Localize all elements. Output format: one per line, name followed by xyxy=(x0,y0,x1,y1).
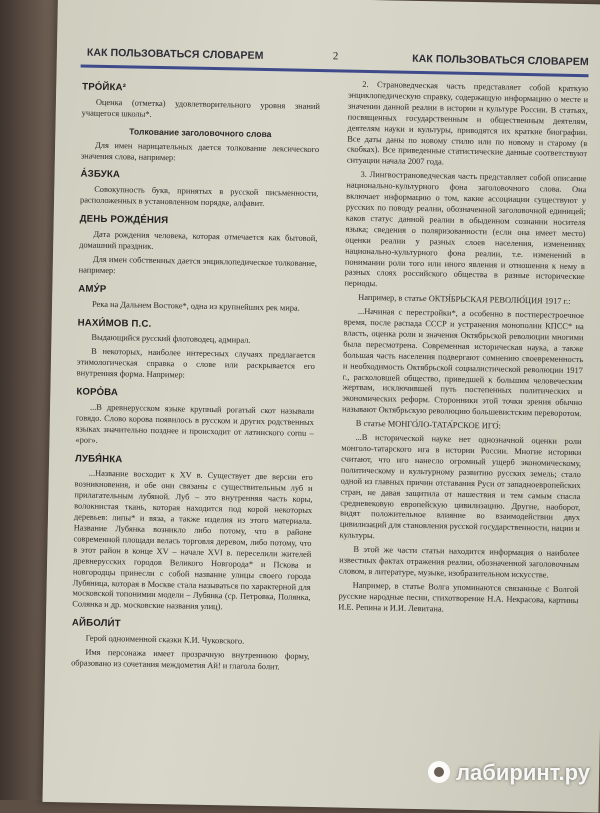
body-paragraph: Для имен нарицательных дается толкование лексического значения слова, например: xyxy=(80,140,320,162)
entry-headword: НАХИ́МОВ П.С. xyxy=(77,316,152,330)
body-paragraph: Например, в статье ОКТЯ́БРЬСКАЯ РЕВОЛЮ́ЦИЯ 1917 г.: xyxy=(358,293,571,307)
right-column xyxy=(338,80,588,621)
body-paragraph: Для имен собственных дается энциклопедическое толкование, например: xyxy=(78,254,317,275)
entry-headword: АМУ́Р xyxy=(78,283,107,295)
watermark-logo-icon xyxy=(428,761,450,783)
entry-headword: ДЕНЬ РОЖДЕ́НИЯ xyxy=(79,213,169,227)
body-paragraph: ...Название восходит к XV в. Существует две версии его возникновения, и обе они связаны с существительным луб и прилагательным лубяной. Луб – это внутренняя часть коры, волокнистая ткань, которая находится под корой некоторых деревьев: липы* и вяза, а также изделия из этого материала. Название Лубянка возникло либо потому, что в районе современной площади велась торговля деревом, либо потому, что в этот район в конце XV – начале XVI в. переселили жителей древнерусских городов Великого Новгорода* и Пскова и новгородцы принесли с собой название улицы своего города Лубяница, которая в Москве стала называться по характерной для московской топонимии модели – Лубянка (ср. Петровка, Полянка, Солянка и др. московские названия улиц). xyxy=(72,469,313,612)
header-right-title: КАК ПОЛЬЗОВАТЬСЯ СЛОВАРЕМ xyxy=(412,52,589,69)
page-number: 2 xyxy=(332,50,339,63)
body-paragraph: В этой же части статьи находится информация о наиболее известных фактах отражения реалии, обозначенной заголовочным словом, в литературе, музыке, изобразительном искусстве. xyxy=(338,544,580,580)
body-paragraph: Выдающийся русский флотоводец, адмирал. xyxy=(91,333,251,346)
header-left-title: КАК ПОЛЬЗОВАТЬСЯ СЛОВАРЕМ xyxy=(86,46,264,62)
entry-headword: АЙБОЛИ́Т xyxy=(71,617,121,630)
body-paragraph: В статье МОНГО́ЛО-ТАТА́РСКОЕ ИГО́: xyxy=(355,418,501,431)
body-paragraph: Оценка (отметка) удовлетворительного уровня знаний учащегося школы*. xyxy=(81,97,320,119)
running-header xyxy=(81,42,589,77)
body-paragraph: Герой одноименной сказки К.И. Чуковского. xyxy=(85,633,245,646)
body-paragraph: Совокупность букв, принятых в русской письменности, расположенных в установленном порядке, алфавит. xyxy=(79,185,319,209)
body-paragraph: Имя персонажа имеет прозрачную внутреннюю форму, образовано из сочетания междометия Ай! и глагола болит. xyxy=(71,647,310,672)
body-paragraph: Дата рождения человека, которая отмечается как бытовой, домашний праздник. xyxy=(79,229,318,251)
body-paragraph: Река на Дальнем Востоке*, одна из крупнейших рек мира. xyxy=(91,299,300,313)
book-page xyxy=(42,0,600,813)
body-paragraph: ...В исторической науке нет однозначной оценки роли монголо-татарского ига в истории России. Многие историки считают, что иго нанесло огромный ущерб экономическому, политическому и культурному развитию русских земель; стало одной из главных причин отставания Руси от западноевропейских стран, не давая защитила от нашествия и тем самым спасла средневековую европейскую цивилизацию. Другие, наоборот, видят положительное влияние во взаимодействии двух цивилизаций для становления русской государственности, нации и культуры. xyxy=(339,432,582,541)
left-column xyxy=(71,74,320,676)
body-paragraph: 2. Страноведческая часть представляет собой краткую энциклопедическую справку, содержащую информацию о месте и значении данной реалии в истории и культуре России. В статьях, посвященных государственным и общественным деятелям, деятелям науки и культуры, приводятся их краткие биографии. Все даты даны по новому стилю или по новому и старому (в скобках). Все приведенные статистические данные соответствуют ситуации начала 2007 года. xyxy=(346,79,589,167)
body-paragraph: В некоторых, наиболее интересных случаях предлагается этимологическая справка о слове или раскрывается его внутренняя форма. Например: xyxy=(76,347,316,380)
entry-headword: ЛУБЯ́НКА xyxy=(74,452,123,465)
entry-headword: А́ЗБУКА xyxy=(80,168,121,181)
body-paragraph: 3. Лингвострановедческая часть представляет собой описание национально-культурного фона заголовочного слова. Она включает информацию о том, какие ассоциации существуют у русских по поводу реалии, обозначенной заголовочной единицей; каков статус данной реалии в обыденном сознании носителя языка; сведения о поляризованности (если она имеет место) оценки реалии у разных слоев населения, изменениях национально-культурного фона реалии, т.е. изменений в понимании роли того или иного явления и отношения к нему в разных слоях российского общества в разные исторические периоды. xyxy=(344,170,587,289)
watermark xyxy=(428,760,590,786)
entry-headword: КОРО́ВА xyxy=(76,386,119,399)
body-paragraph: ...В древнерусском языке крупный рогатый скот называли говядо. Слово корова появилось в русском и других родственных языках значительно позднее и происходит от латинского cornu – «рог». xyxy=(75,402,315,445)
entry-headword: ТРО́ЙКА² xyxy=(82,81,127,94)
body-paragraph: Например, в статье Волга упоминаются связанные с Волгой русские народные песни, стихотворение Н.А. Некрасова, картины И.Е. Репина и И.И. Левитана. xyxy=(338,580,579,614)
body-paragraph: ...Начиная с перестройки*, а особенно в постперестроечное время, после распада СССР и устранения монополии КПСС* на власть, оценка роли и значения Октябрьской революции многими была пересмотрена. Современная историческая наука, а также большая часть населения подвергают сомнению своевременность и необходимость Октябрьской социалистической революции 1917 г., расколовшей общество, приведшей к большим человеческим жертвам, исключившей путь постепенных политических и экономических реформ. Сторонники этой точки зрения обычно называют Октябрьскую революцию большевистским переворотом. xyxy=(341,306,585,419)
watermark-text: лабиринт.ру xyxy=(456,760,590,785)
section-subheading: Толкование заголовочного слова xyxy=(129,126,272,139)
